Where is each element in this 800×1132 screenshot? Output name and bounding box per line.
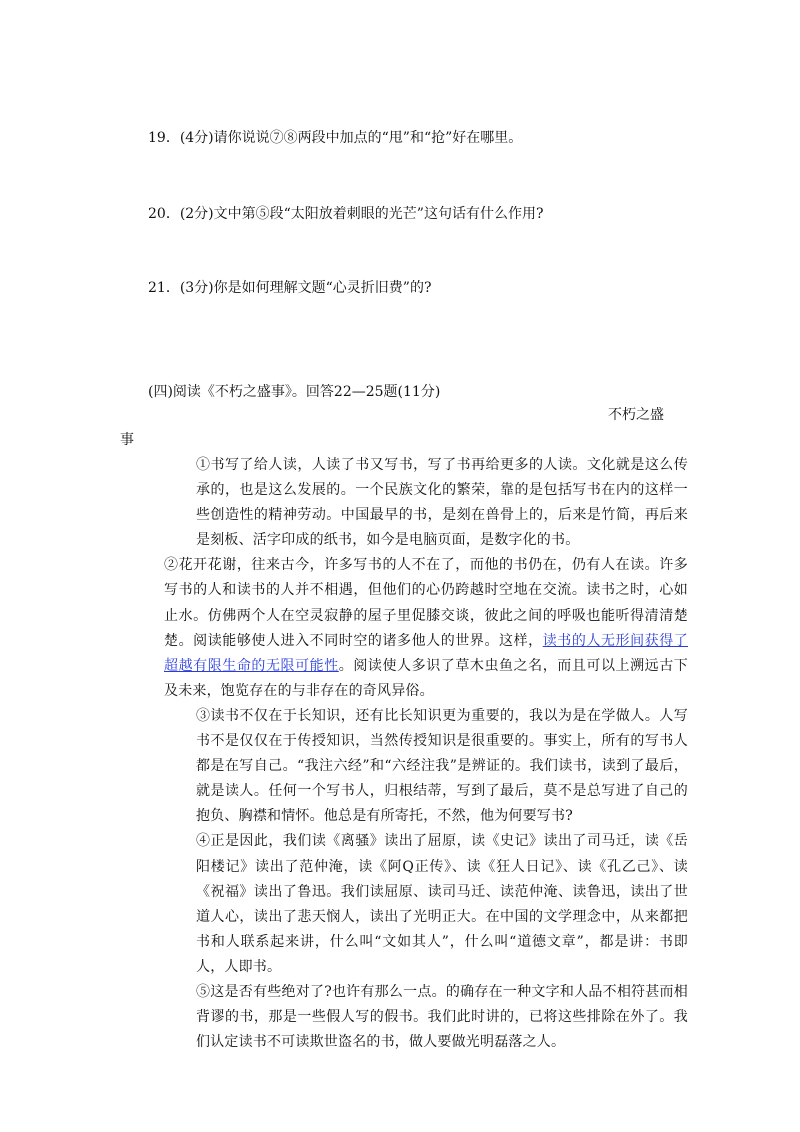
question-19: 19．(4分)请你说说⑦⑧两段中加点的“甩”和“抢”好在哪里。	[148, 130, 523, 146]
paragraph-4: ④正是因此，我们读《离骚》读出了屈原，读《史记》读出了司马迁，读《岳阳楼记》读出了范仲淹，读《阿Q正传》、读《狂人日记》、读《孔乙己》、读《祝福》读出了鲁迅。我们读屈原、读司马迁、读范仲淹、读鲁迅，读出了世道人心，读出了悲天悯人，读出了光明正大。在中国的文学理念中，从来都把书和人联系起来讲，什么叫“文如其人”，什么叫“道德文章”，都是讲：书即人，人即书。	[196, 833, 688, 975]
article-title-part2: 事	[120, 432, 134, 448]
paragraph-1: ①书写了给人读，人读了书又写书，写了书再给更多的人读。文化就是这么传承的，也是这么发展的。一个民族文化的繁荣，靠的是包括写书在内的这样一些创造性的精神劳动。中国最早的书，是刻在兽骨上的，后来是竹简，再后来是刻板、活字印成的纸书，如今是电脑页面，是数字化的书。	[196, 457, 688, 549]
question-21: 21．(3分)你是如何理解文题“心灵折旧费”的?	[148, 280, 432, 296]
paragraph-3: ③读书不仅在于长知识，还有比长知识更为重要的，我以为是在学做人。人写书不是仅仅在于传授知识，当然传授知识是很重要的。事实上，所有的写书人都是在写自己。“我注六经”和“六经注我”是辨证的。我们读书，读到了最后，就是读人。任何一个写书人，归根结蒂，写到了最后，莫不是总写进了自己的抱负、胸襟和情怀。他总是有所寄托，不然，他为何要写书?	[196, 707, 688, 825]
underlined-link[interactable]: 读书的人无形间获得了超越有限生命的无限可能性	[164, 632, 689, 674]
article-title-part1: 不朽之盛	[608, 407, 664, 423]
section-heading: (四)阅读《不朽之盛事》。回答22—25题(11分)	[148, 384, 441, 400]
question-20: 20．(2分)文中第⑤段“太阳放着刺眼的光芒”这句话有什么作用?	[148, 206, 544, 222]
article-body	[120, 453, 688, 1055]
paragraph-2-text-a: ②花开花谢，往来古今，许多写书的人不在了，而他的书仍在，仍有人在读。许多写书的人和读书的人并不相遇，但他们的心仍跨越时空地在交流。读书之时，心如止水。仿佛两个人在空灵寂静的屋子里促膝交谈，彼此之间的呼吸也能听得清清楚楚。阅读能够使人进入不同时空的诸多他人的世界。这样，	[164, 557, 688, 649]
paragraph-2	[120, 553, 688, 704]
paragraph-2-text-b: 。阅读使人多识了草木虫鱼之名，而且可以上溯远古下及未来，饱览存在的与非存在的奇风异俗。	[164, 657, 688, 699]
paragraph-5: ⑤这是否有些绝对了?也许有那么一点。的确存在一种文字和人品不相符甚而相背谬的书，那是一些假人写的假书。我们此时讲的，已将这些排除在外了。我们认定读书不可读欺世盗名的书，做人要做光明磊落之人。	[196, 983, 688, 1051]
